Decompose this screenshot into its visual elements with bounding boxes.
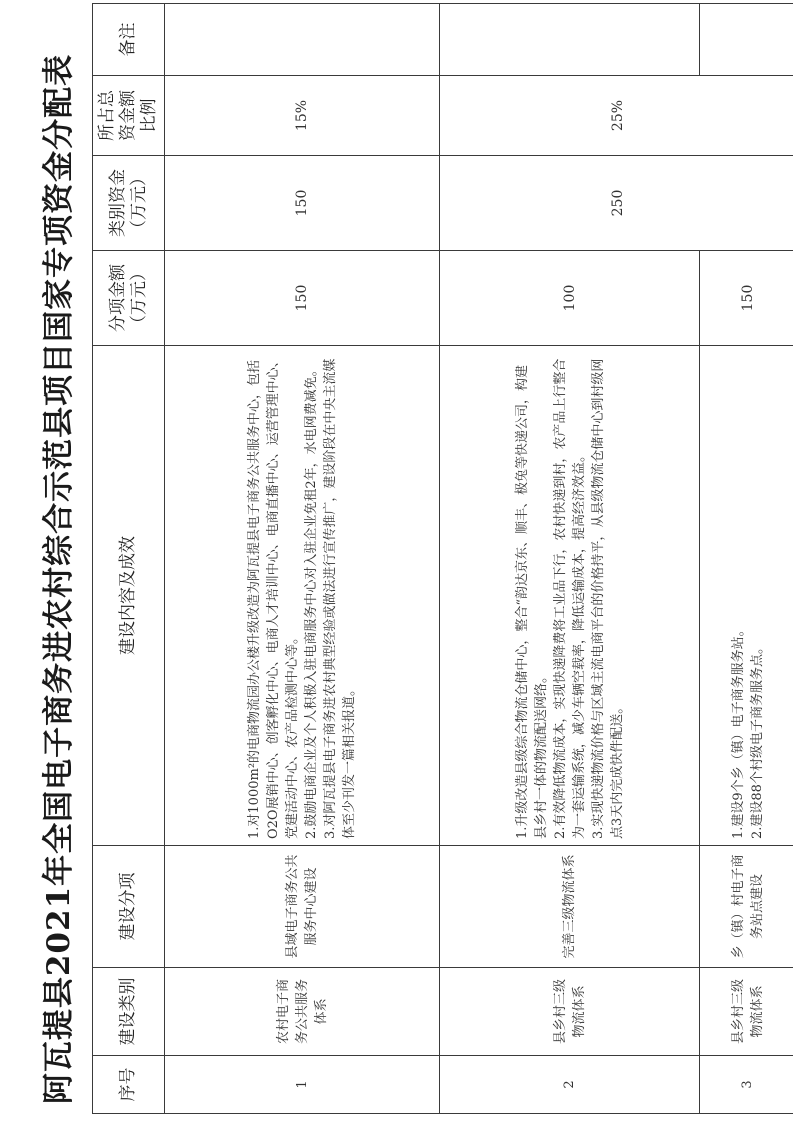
row-content	[165, 346, 440, 846]
header-row	[93, 4, 165, 1114]
header-content: 建设内容及成效	[93, 346, 165, 846]
header-sub-amount: 分项金额（万元）	[93, 251, 165, 346]
row-content	[700, 346, 793, 846]
content-line: 1.对1000m²的电商物流园办公楼升级改造为阿瓦提县电子商务公共服务中心，包括O2O展销中心、创客孵化中心、电商人才培训中心、电商直播中心、运营管理中心、党建活动中心、农产品检测中心等。	[247, 354, 300, 839]
header-seq: 序号	[93, 1056, 165, 1114]
row-category: 农村电子商务公共服务体系	[165, 968, 440, 1056]
row-content	[440, 346, 700, 846]
row-category: 县乡村三级物流体系	[440, 968, 700, 1056]
row-sub-amount: 150	[165, 251, 440, 346]
row-item: 完善三级物流体系	[440, 846, 700, 968]
row-item: 县域电子商务公共服务中心建设	[165, 846, 440, 968]
row-remark	[700, 4, 793, 76]
row-seq: 2	[440, 1056, 700, 1114]
row-category-amount: 250	[440, 156, 793, 251]
row-seq: 3	[700, 1056, 793, 1114]
table-row	[440, 4, 700, 1114]
content-line: 2.建设88个村级电子商务服务点。	[749, 641, 765, 839]
fund-allocation-table	[92, 3, 793, 1114]
row-remark	[440, 4, 700, 76]
header-ratio: 所占总资金额比例	[93, 76, 165, 156]
content-line: 2.鼓励电商企业及个人积极入驻电商服务中心对入驻企业免租2年，水电网费减免。	[304, 363, 319, 839]
row-category-amount: 150	[165, 156, 440, 251]
header-item: 建设分项	[93, 846, 165, 968]
header-category: 建设类别	[93, 968, 165, 1056]
row-seq: 1	[165, 1056, 440, 1114]
row-sub-amount: 150	[700, 251, 793, 346]
document-title: 阿瓦提县2021年全国电子商务进农村综合示范县项目国家专项资金分配表	[41, 53, 77, 1105]
row-ratio: 25%	[440, 76, 793, 156]
row-ratio: 15%	[165, 76, 440, 156]
content-line: 2.有效降低物流成本，实现快递降费将工业品下行，农村快递到村，农产品上行整合为一套运输系统，减少车辆空载率，降低运输成本，提高经济效益。	[552, 358, 587, 839]
rotated-sheet	[30, 4, 790, 1114]
row-remark	[165, 4, 440, 76]
table-row	[165, 4, 440, 1114]
content-line: 3.对阿瓦提县电子商务进农村典型经验或做法进行宣传推广，建设阶段在中央主流媒体至少刊发一篇相关报道。	[323, 358, 357, 839]
row-item: 乡（镇）村电子商务站点建设	[700, 846, 793, 968]
content-line: 1.建设9个乡（镇）电子商务服务站。	[730, 623, 746, 839]
content-line: 3.实现快递物流价格与区域主流电商平台的价格持平，从县级物流仓储中心到村级网点3天内完成快件配送。	[590, 358, 625, 839]
row-category: 县乡村三级物流体系	[700, 968, 793, 1056]
header-category-amount: 类别资金（万元）	[93, 156, 165, 251]
row-sub-amount: 100	[440, 251, 700, 346]
header-remark: 备注	[93, 4, 165, 76]
content-line: 1.升级改造县级综合物流仓储中心，整合“韵达京东、顺丰、极兔等快递公司，构建县乡村一体的物流配送网络。	[514, 364, 549, 839]
